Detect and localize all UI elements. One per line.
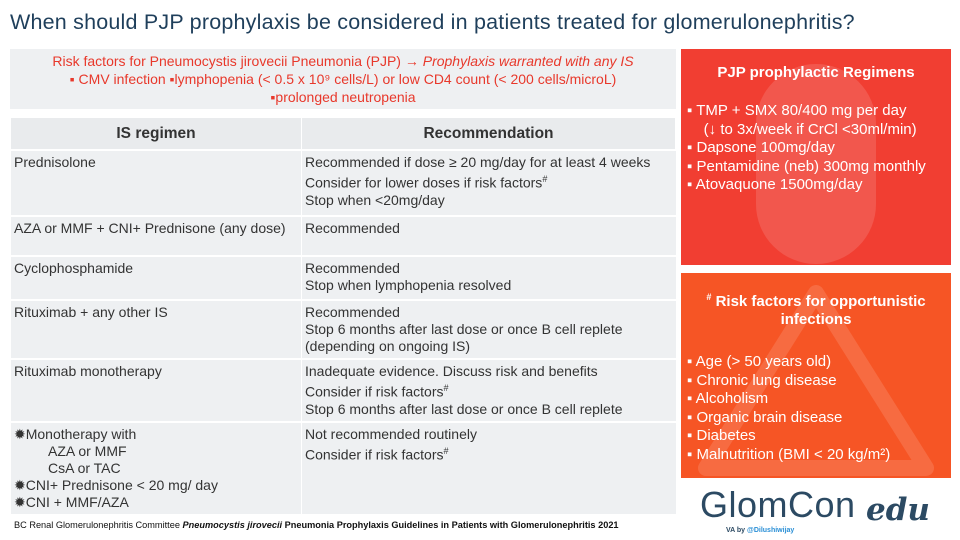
header-recommendation: Recommendation xyxy=(302,118,676,151)
risk-line-2: ▪ CMV infection ▪lymphopenia (< 0.5 x 10⁹ cells/L) or low CD4 count (< 200 cells/microL) xyxy=(69,71,617,87)
list-item: ▪ Diabetes xyxy=(687,427,756,444)
risk-factors-panel xyxy=(681,273,951,478)
regimen-cell: Rituximab + any other IS xyxy=(11,300,302,359)
author-credit: VA by @Dilushiwijay xyxy=(726,527,795,534)
regimen-cell: ✹Monotherapy with AZA or MMF CsA or TAC ✹CNI+ Prednisone < 20 mg/ day ✹CNI + MMF/AZA xyxy=(11,422,302,514)
table-row xyxy=(11,256,676,300)
table-row xyxy=(11,422,676,514)
list-item: ▪ Organic brain disease xyxy=(687,408,843,426)
page-title: When should PJP prophylaxis be considered in patients treated for glomerulonephritis? xyxy=(10,10,855,34)
list-item: ▪ Pentamidine (neb) 300mg monthly xyxy=(687,157,926,175)
risk-factors-box xyxy=(10,49,676,109)
recommendation-cell: Recommended Stop when lymphopenia resolved xyxy=(302,256,676,300)
recommendation-cell: Not recommended routinely Consider if risk factors# xyxy=(302,422,676,514)
risk-line-3: ▪prolonged neutropenia xyxy=(270,89,416,105)
header-is-regimen: IS regimen xyxy=(11,118,302,151)
recommendation-cell: Inadequate evidence. Discuss risk and benefits Consider if risk factors# Stop 6 months after last dose or once B cell replete xyxy=(302,359,676,422)
list-item: ▪ Dapsone 100mg/day xyxy=(687,139,835,156)
citation-footer: BC Renal Glomerulonephritis Committee Pneumocystis jirovecii Pneumonia Prophylaxis Guidelines in Patients with Glomerulonephritis 2021 xyxy=(14,520,619,530)
list-item: ▪ Alcoholism xyxy=(687,390,769,407)
is-regimen-table xyxy=(10,117,676,514)
list-item: ▪ TMP + SMX 80/400 mg per day xyxy=(687,102,907,119)
risk-panel-title: # Risk factors for opportunistic infections xyxy=(706,292,926,328)
table-row xyxy=(11,216,676,256)
risk-line-1: Risk factors for Pneumocystis jirovecii Pneumonia (PJP) → Prophylaxis warranted with any IS xyxy=(52,53,634,69)
regimen-cell: Prednisolone xyxy=(11,150,302,216)
glomcon-logo: GlomCon edu VA by @Dilushiwijay xyxy=(700,484,930,534)
pjp-regimens-panel xyxy=(681,49,951,265)
risk-list xyxy=(681,353,951,464)
regimen-cell: Rituximab monotherapy xyxy=(11,359,302,422)
list-item: (↓ to 3x/week if CrCl <30ml/min) xyxy=(687,120,917,138)
list-item: ▪ Malnutrition (BMI < 20 kg/m²) xyxy=(687,445,891,463)
regimens-list xyxy=(681,102,951,195)
table-row xyxy=(11,150,676,216)
recommendation-cell: Recommended xyxy=(302,216,676,256)
list-item: ▪ Chronic lung disease xyxy=(687,371,837,389)
table-row xyxy=(11,300,676,359)
list-item: ▪ Atovaquone 1500mg/day xyxy=(687,176,863,193)
regimen-cell: Cyclophosphamide xyxy=(11,256,302,300)
recommendation-cell: Recommended if dose ≥ 20 mg/day for at least 4 weeks Consider for lower doses if risk factors# Stop when <20mg/day xyxy=(302,150,676,216)
regimens-title: PJP prophylactic Regimens xyxy=(717,64,915,81)
list-item: ▪ Age (> 50 years old) xyxy=(687,353,832,370)
recommendation-cell: Recommended Stop 6 months after last dose or once B cell replete (depending on ongoing IS) xyxy=(302,300,676,359)
table-row xyxy=(11,359,676,422)
regimen-cell: AZA or MMF + CNI+ Prednisone (any dose) xyxy=(11,216,302,256)
